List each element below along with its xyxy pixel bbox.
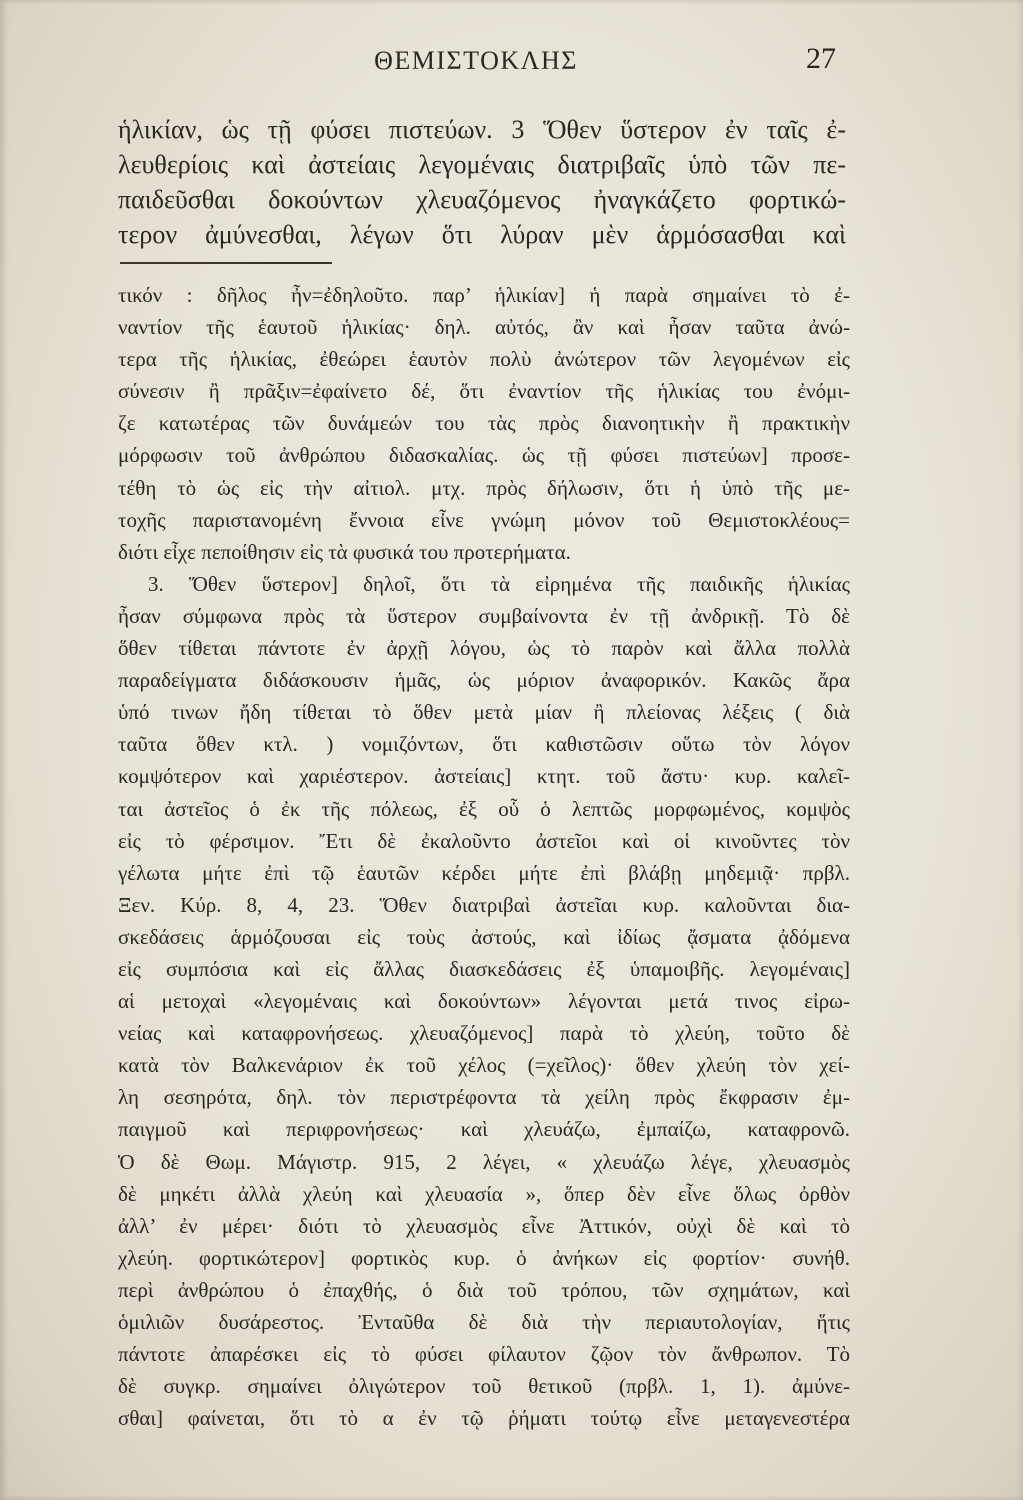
commentary-line: αἱ μετοχαὶ «λεγομέναις καὶ δοκούντων» λέγονται μετά τινος εἰρω-: [118, 989, 850, 1014]
commentary-notes: [118, 279, 850, 1434]
commentary-line: ται ἀστεῖος ὁ ἐκ τῆς πόλεως, ἐξ οὗ ὁ λεπτῶς μορφωμένος, κομψὸς: [118, 796, 850, 821]
commentary-line: μόρφωσιν τοῦ ἀνθρώπου διδασκαλίας. ὡς τῇ φύσει πιστεύων] προσε-: [118, 443, 850, 468]
commentary-line: παραδείγματα διδάσκουσιν ἡμᾶς, ὡς μόριον ἀναφορικόν. Κακῶς ἄρα: [118, 668, 850, 693]
commentary-line: δὲ μηκέτι ἀλλὰ χλεύη καὶ χλευασία », ὅπερ δὲν εἶνε ὅλως ὀρθὸν: [118, 1181, 850, 1206]
commentary-line: 3. Ὅθεν ὕστερον] δηλοῖ, ὅτι τὰ εἰρημένα τῆς παιδικῆς ἡλικίας: [148, 571, 850, 596]
commentary-line: γέλωτα μήτε ἐπὶ τῷ ἑαυτῶν κέρδει μήτε ἐπὶ βλάβῃ μηδεμιᾷ· πρβλ.: [118, 860, 850, 885]
commentary-line: τερα τῆς ἡλικίας, ἐθεώρει ἑαυτὸν πολὺ ἀνώτερον τῶν λεγομένων εἰς: [118, 347, 850, 372]
commentary-line: τοχῆς παριστανομένη ἔννοια εἶνε γνώμη μόνον τοῦ Θεμιστοκλέους=: [118, 507, 850, 532]
commentary-line: χλεύη. φορτικώτερον] φορτικὸς κυρ. ὁ ἀνήκων εἰς φορτίον· συνήθ.: [118, 1245, 850, 1270]
commentary-line: ὑπό τινων ἤδη τίθεται τὸ ὅθεν μετὰ μίαν ἢ πλείονας λέξεις ( διὰ: [118, 700, 850, 725]
commentary-line: ἀλλ’ ἐν μέρει· διότι τὸ χλευασμὸς εἶνε Ἀττικόν, οὐχὶ δὲ καὶ τὸ: [118, 1213, 850, 1238]
commentary-line: Ξεν. Κύρ. 8, 4, 23. Ὅθεν διατριβαὶ ἀστεῖαι κυρ. καλοῦνται δια-: [118, 892, 850, 917]
commentary-line: Ὁ δὲ Θωμ. Μάγιστρ. 915, 2 λέγει, « χλευάζω λέγε, χλευασμὸς: [118, 1149, 850, 1174]
main-text-line: παιδεῦσθαι δοκούντων χλευαζόμενος ἠναγκάζετο φορτικώ-: [118, 185, 846, 214]
commentary-line: πάντοτε ἀπαρέσκει εἰς τὸ φύσει φίλαυτον ζῷον τὸν ἄνθρωπον. Τὸ: [118, 1342, 850, 1367]
commentary-line: σκεδάσεις ἁρμόζουσαι εἰς τοὺς ἀστούς, καὶ ἰδίως ᾄσματα ᾀδόμενα: [118, 924, 850, 949]
commentary-line: διότι εἶχε πεποίθησιν εἰς τὰ φυσικά του προτερήματα.: [118, 539, 571, 564]
page-number: 27: [806, 42, 836, 75]
commentary-line: κομψότερον καὶ χαριέστερον. ἀστείαις] κτητ. τοῦ ἄστυ· κυρ. καλεῖ-: [118, 764, 850, 789]
running-head-title: ΘΕΜΙΣΤΟΚΛΗΣ: [374, 46, 578, 75]
commentary-line: ναντίον τῆς ἑαυτοῦ ἡλικίας· δηλ. αὐτός, ἂν καὶ ἦσαν ταῦτα ἀνώ-: [118, 315, 850, 340]
commentary-line: δὲ συγκρ. σημαίνει ὀλιγώτερον τοῦ θετικοῦ (πρβλ. 1, 1). ἀμύνε-: [118, 1374, 850, 1399]
commentary-line: περὶ ἀνθρώπου ὁ ἐπαχθής, ὁ διὰ τοῦ τρόπου, τῶν σχημάτων, καὶ: [118, 1277, 850, 1302]
commentary-line: ὁμιλιῶν δυσάρεστος. Ἐνταῦθα δὲ διὰ τὴν περιαυτολογίαν, ἥτις: [118, 1310, 850, 1334]
main-text-line: ἡλικίαν, ὡς τῇ φύσει πιστεύων. 3 Ὅθεν ὕστερον ἐν ταῖς ἐ-: [118, 115, 846, 144]
commentary-line: ζε κατωτέρας τῶν δυνάμεών του τὰς πρὸς διανοητικὴν ἢ πρακτικὴν: [118, 411, 850, 436]
commentary-line: νείας καὶ καταφρονήσεως. χλευαζόμενος] παρὰ τὸ χλεύη, τοῦτο δὲ: [118, 1021, 850, 1046]
commentary-line: τικόν : δῆλος ἦν=ἐδηλοῦτο. παρ’ ἡλικίαν] ἡ παρὰ σημαίνει τὸ ἐ-: [118, 283, 850, 307]
commentary-line: σύνεσιν ἢ πρᾶξιν=ἐφαίνετο δέ, ὅτι ἐναντίον τῆς ἡλικίας του ἐνόμι-: [118, 379, 850, 404]
commentary-line: ταῦτα ὅθεν κτλ. ) νομιζόντων, ὅτι καθιστῶσιν οὕτω τὸν λόγον: [118, 732, 850, 757]
footnote-separator-rule: [120, 262, 332, 264]
commentary-line: τέθη τὸ ὡς εἰς τὴν αἰτιολ. μτχ. πρὸς δήλωσιν, ὅτι ἡ ὑπὸ τῆς με-: [118, 475, 850, 500]
commentary-line: παιγμοῦ καὶ περιφρονήσεως· καὶ χλευάζω, ἐμπαίζω, καταφρονῶ.: [118, 1117, 850, 1142]
commentary-line: εἰς τὸ φέρσιμον. Ἔτι δὲ ἐκαλοῦντο ἀστεῖοι καὶ οἱ κινοῦντες τὸν: [118, 828, 850, 853]
commentary-line: ἦσαν σύμφωνα πρὸς τὰ ὕστερον συμβαίνοντα ἐν τῇ ἀνδρικῇ. Τὸ δὲ: [118, 603, 850, 628]
commentary-line: ὅθεν τίθεται πάντοτε ἐν ἀρχῇ λόγου, ὡς τὸ παρὸν καὶ ἄλλα πολλὰ: [118, 636, 850, 661]
main-text: [118, 112, 846, 252]
commentary-line: σθαι] φαίνεται, ὅτι τὸ α ἐν τῷ ῥήματι τούτῳ εἶνε μεταγενεστέρα: [118, 1406, 850, 1431]
commentary-line: κατὰ τὸν Βαλκενάριον ἐκ τοῦ χέλος (=χεῖλος)· ὅθεν χλεύη τὸν χεί-: [118, 1053, 850, 1078]
commentary-line: εἰς συμπόσια καὶ εἰς ἄλλας διασκεδάσεις ἐξ ὑπαμοιβῆς. λεγομέναις]: [118, 956, 850, 981]
main-text-line: λευθερίοις καὶ ἀστείαις λεγομέναις διατριβαῖς ὑπὸ τῶν πε-: [118, 150, 846, 179]
main-text-line: τερον ἀμύνεσθαι, λέγων ὅτι λύραν μὲν ἁρμόσασθαι καὶ: [118, 220, 846, 249]
commentary-line: λη σεσηρότα, δηλ. τὸν περιστρέφοντα τὰ χείλη πρὸς ἔκφρασιν ἐμ-: [118, 1085, 850, 1110]
